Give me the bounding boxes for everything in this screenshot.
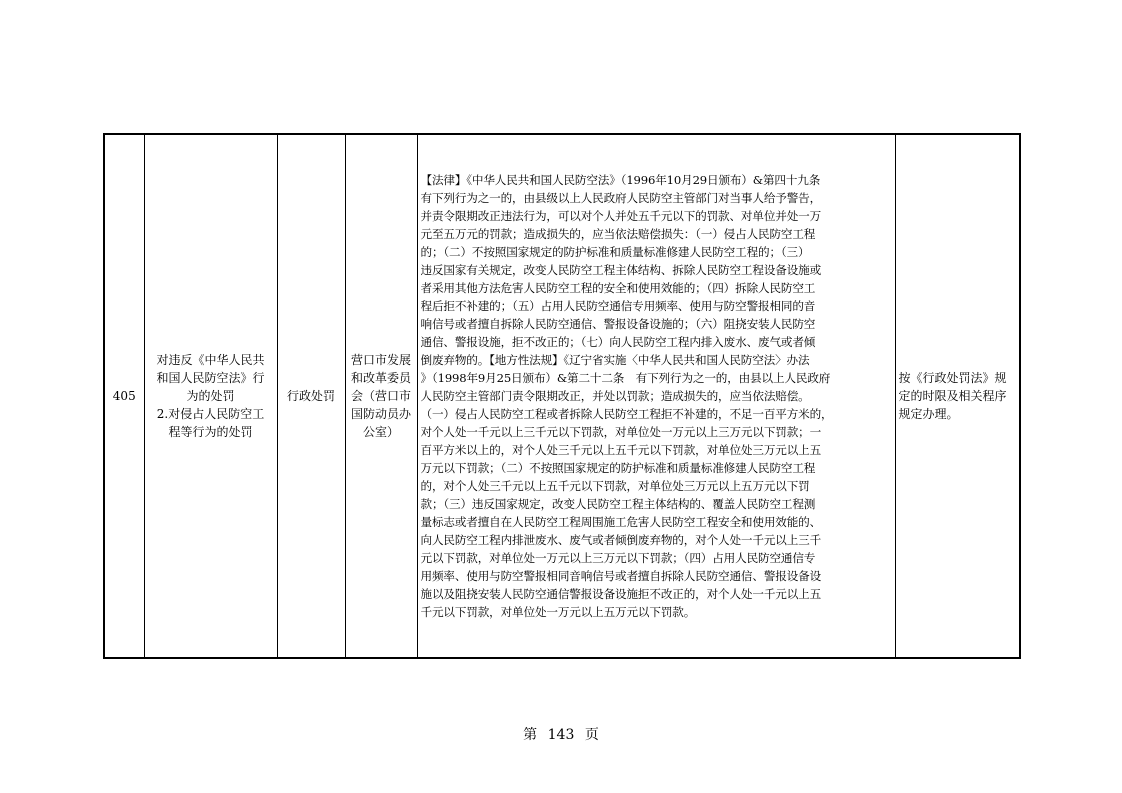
legal-basis-line: 的；（二）不按照国家规定的防护标准和质量标准修建人民防空工程的；（三） <box>420 245 810 259</box>
legal-basis-line: 程后拒不补建的；（五）占用人民防空通信专用频率、使用与防空警报相同的音 <box>420 299 816 313</box>
department-line: 国防动员办 <box>350 407 411 421</box>
row-number: 405 <box>112 389 136 403</box>
page-number: 143 <box>547 727 575 743</box>
department-line: 和改革委员 <box>350 371 411 385</box>
department-line: 公室） <box>362 425 399 439</box>
category-cell <box>277 134 345 658</box>
department-line: 会（营口市 <box>350 389 411 403</box>
procedure-note-line: 定的时限及相关程序 <box>898 389 1007 403</box>
procedure-note-line: 规定办理。 <box>898 407 959 421</box>
legal-basis-line: 向人民防空工程内排泄废水、废气或者倾倒废弃物的，对个人处一千元以上三千 <box>420 533 822 547</box>
page-prefix: 第 <box>523 727 538 743</box>
item-name-cell <box>144 134 277 658</box>
legal-basis-cell <box>417 134 895 658</box>
legal-basis-line: 倒废弃物的。【地方性法规】《辽宁省实施〈中华人民共和国人民防空法〉办法 <box>420 353 810 367</box>
legal-basis-line: 》（1998年9月25日颁布）&第二十二条 有下列行为之一的，由县以上人民政府 <box>420 371 831 385</box>
legal-basis-line: 并责令限期改正违法行为，可以对个人并处五千元以下的罚款、对单位并处一万 <box>420 209 822 223</box>
legal-basis-line: 百平方米以上的，对个人处三千元以上五千元以下罚款，对单位处三万元以上五 <box>420 443 822 457</box>
legal-basis-line: 用频率、使用与防空警报相同音响信号或者擅自拆除人民防空通信、警报设备设 <box>420 569 822 583</box>
page-suffix: 页 <box>584 727 599 743</box>
category-text: 行政处罚 <box>286 389 335 403</box>
row-number-cell <box>104 134 144 658</box>
item-name-line: 为的处罚 <box>186 389 235 403</box>
legal-basis-line: 通信、警报设施，拒不改正的；（七）向人民防空工程内排入废水、废气或者倾 <box>420 335 816 349</box>
legal-basis-line: 款；（三）违反国家规定，改变人民防空工程主体结构的、覆盖人民防空工程测 <box>420 497 816 511</box>
legal-basis-line: 量标志或者擅自在人民防空工程周围施工危害人民防空工程安全和使用效能的、 <box>420 515 822 529</box>
legal-basis-line: 【法律】《中华人民共和国人民防空法》（1996年10月29日颁布）&第四十九条 <box>420 173 821 187</box>
procedure-note-cell <box>895 134 1020 658</box>
item-name-line: 程等行为的处罚 <box>168 425 253 439</box>
legal-basis-line: 的，对个人处三千元以上五千元以下罚款，对单位处三万元以上五万元以下罚 <box>420 479 810 493</box>
legal-basis-line: 响信号或者擅自拆除人民防空通信、警报设备设施的；（六）阻挠安装人民防空 <box>420 317 816 331</box>
legal-basis-line: 万元以下罚款；（二）不按照国家规定的防护标准和质量标准修建人民防空工程 <box>420 461 816 475</box>
legal-basis-line: 元以下罚款，对单位处一万元以上三万元以下罚款；（四）占用人民防空通信专 <box>420 551 816 565</box>
department-cell <box>345 134 417 658</box>
item-name-line: 和国人民防空法》行 <box>156 371 265 385</box>
legal-basis-line: 违反国家有关规定，改变人民防空工程主体结构、拆除人民防空工程设备设施或 <box>420 263 822 277</box>
legal-basis-line: 有下列行为之一的，由县级以上人民政府人民防空主管部门对当事人给予警告， <box>420 191 822 205</box>
legal-basis-line: 元至五万元的罚款；造成损失的，应当依法赔偿损失：（一）侵占人民防空工程 <box>420 227 816 241</box>
department-line: 营口市发展 <box>350 353 411 367</box>
procedure-note-line: 按《行政处罚法》规 <box>898 371 1007 385</box>
item-name-line: 2.对侵占人民防空工 <box>156 407 265 421</box>
item-name-line: 对违反《中华人民共 <box>156 353 265 367</box>
legal-basis-line: （一）侵占人民防空工程或者拆除人民防空工程拒不补建的，不足一百平方米的， <box>420 407 833 421</box>
penalty-table <box>103 133 1021 659</box>
legal-basis-line: 千元以下罚款，对单位处一万元以上五万元以下罚款。 <box>420 605 696 619</box>
table-row <box>104 134 1020 658</box>
legal-basis-line: 对个人处一千元以上三千元以下罚款，对单位处一万元以上三万元以下罚款；一 <box>420 425 822 439</box>
legal-basis-line: 人民防空主管部门责令限期改正，并处以罚款；造成损失的，应当依法赔偿。 <box>420 389 810 403</box>
legal-basis-line: 施以及阻挠安装人民防空通信警报设备设施拒不改正的，对个人处一千元以上五 <box>420 587 822 601</box>
legal-basis-line: 者采用其他方法危害人民防空工程的安全和使用效能的；（四）拆除人民防空工 <box>420 281 816 295</box>
page-footer <box>0 724 1122 744</box>
